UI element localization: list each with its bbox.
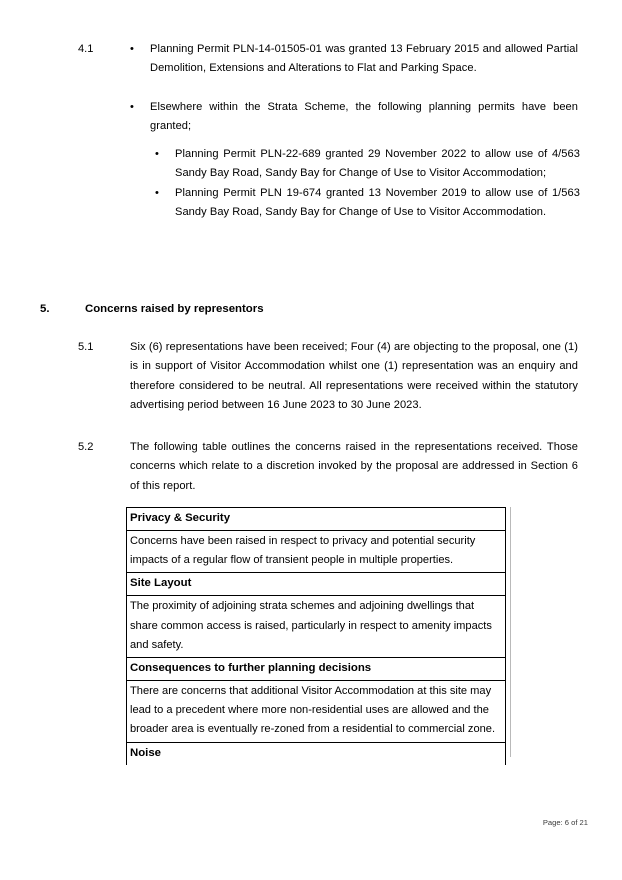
table-edge-rule [510, 507, 511, 757]
list-spacer [130, 79, 578, 98]
list-item-text: Planning Permit PLN 19-674 granted 13 November 2019 to allow use of 1/563 Sandy Bay Road, Sandy Bay for Change of Use to Visitor Accommodation. [175, 186, 580, 218]
bullet-icon: • [130, 43, 134, 55]
table-row [127, 681, 506, 743]
concerns-table-body [127, 508, 506, 765]
table-row [127, 573, 506, 596]
concern-category-heading: Consequences to further planning decisions [127, 658, 506, 681]
concern-category-heading: Privacy & Security [127, 508, 506, 531]
list-item-text: Elsewhere within the Strata Scheme, the following planning permits have been granted; [150, 100, 578, 132]
list-item-text: Planning Permit PLN-14-01505-01 was granted 13 February 2015 and allowed Partial Demolition, Extensions and Alterations to Flat and Parking Space. [150, 43, 578, 75]
concerns-table [126, 507, 506, 765]
clause-5-1-text: Six (6) representations have been received; Four (4) are objecting to the proposal, one (1) is in support of Visitor Accommodation whilst one (1) representation was an enquiry and therefore considered to be neutral. All representations were received within the statutory advertising period between 16 June 2023 to 30 June 2023. [130, 341, 578, 411]
table-row [127, 658, 506, 681]
list-item-text: Planning Permit PLN-22-689 granted 29 November 2022 to allow use of 4/563 Sandy Bay Road, Sandy Bay for Change of Use to Visitor Accommodation; [175, 148, 580, 180]
page-footer: Page: 6 of 21 [542, 818, 588, 827]
table-row [127, 596, 506, 658]
list-item [155, 184, 580, 223]
bullet-icon: • [155, 148, 159, 160]
table-row [127, 508, 506, 531]
list-item [130, 98, 578, 137]
clause-5-2-text: The following table outlines the concerns raised in the representations received. Those concerns which relate to a discretion invoked by the proposal are addressed in Section 6 of this report. [130, 441, 578, 492]
clause-4-1-number: 4.1 [78, 43, 94, 55]
clause-5-2 [78, 438, 578, 496]
concern-description-cell: The proximity of adjoining strata schemes and adjoining dwellings that share common access is raised, particularly in respect to amenity impacts and safety. [127, 596, 506, 658]
table-row [127, 531, 506, 573]
list-item [130, 40, 578, 79]
clause-5-2-number: 5.2 [78, 441, 94, 453]
clause-4-1-sub-list [155, 145, 580, 222]
clause-5-1 [78, 338, 578, 415]
page-title: Concerns raised by representors [85, 303, 264, 315]
concern-category-heading: Site Layout [127, 573, 506, 596]
clause-5-1-number: 5.1 [78, 341, 94, 353]
list-item [155, 145, 580, 184]
clause-4-1-body [130, 40, 578, 136]
table-row [127, 742, 506, 765]
concern-description-cell: There are concerns that additional Visitor Accommodation at this site may lead to a precedent where more non-residential uses are allowed and the broader area is eventually re-zoned from a residential to commercial zone. [127, 681, 506, 743]
section-5-heading [40, 301, 440, 318]
section-5-number: 5. [40, 303, 50, 315]
concern-category-heading: Noise [127, 742, 506, 765]
bullet-icon: • [155, 186, 159, 199]
concern-description-cell: Concerns have been raised in respect to privacy and potential security impacts of a regular flow of transient people in multiple properties. [127, 531, 506, 573]
clause-4-1 [78, 40, 578, 136]
bullet-icon: • [130, 100, 134, 113]
